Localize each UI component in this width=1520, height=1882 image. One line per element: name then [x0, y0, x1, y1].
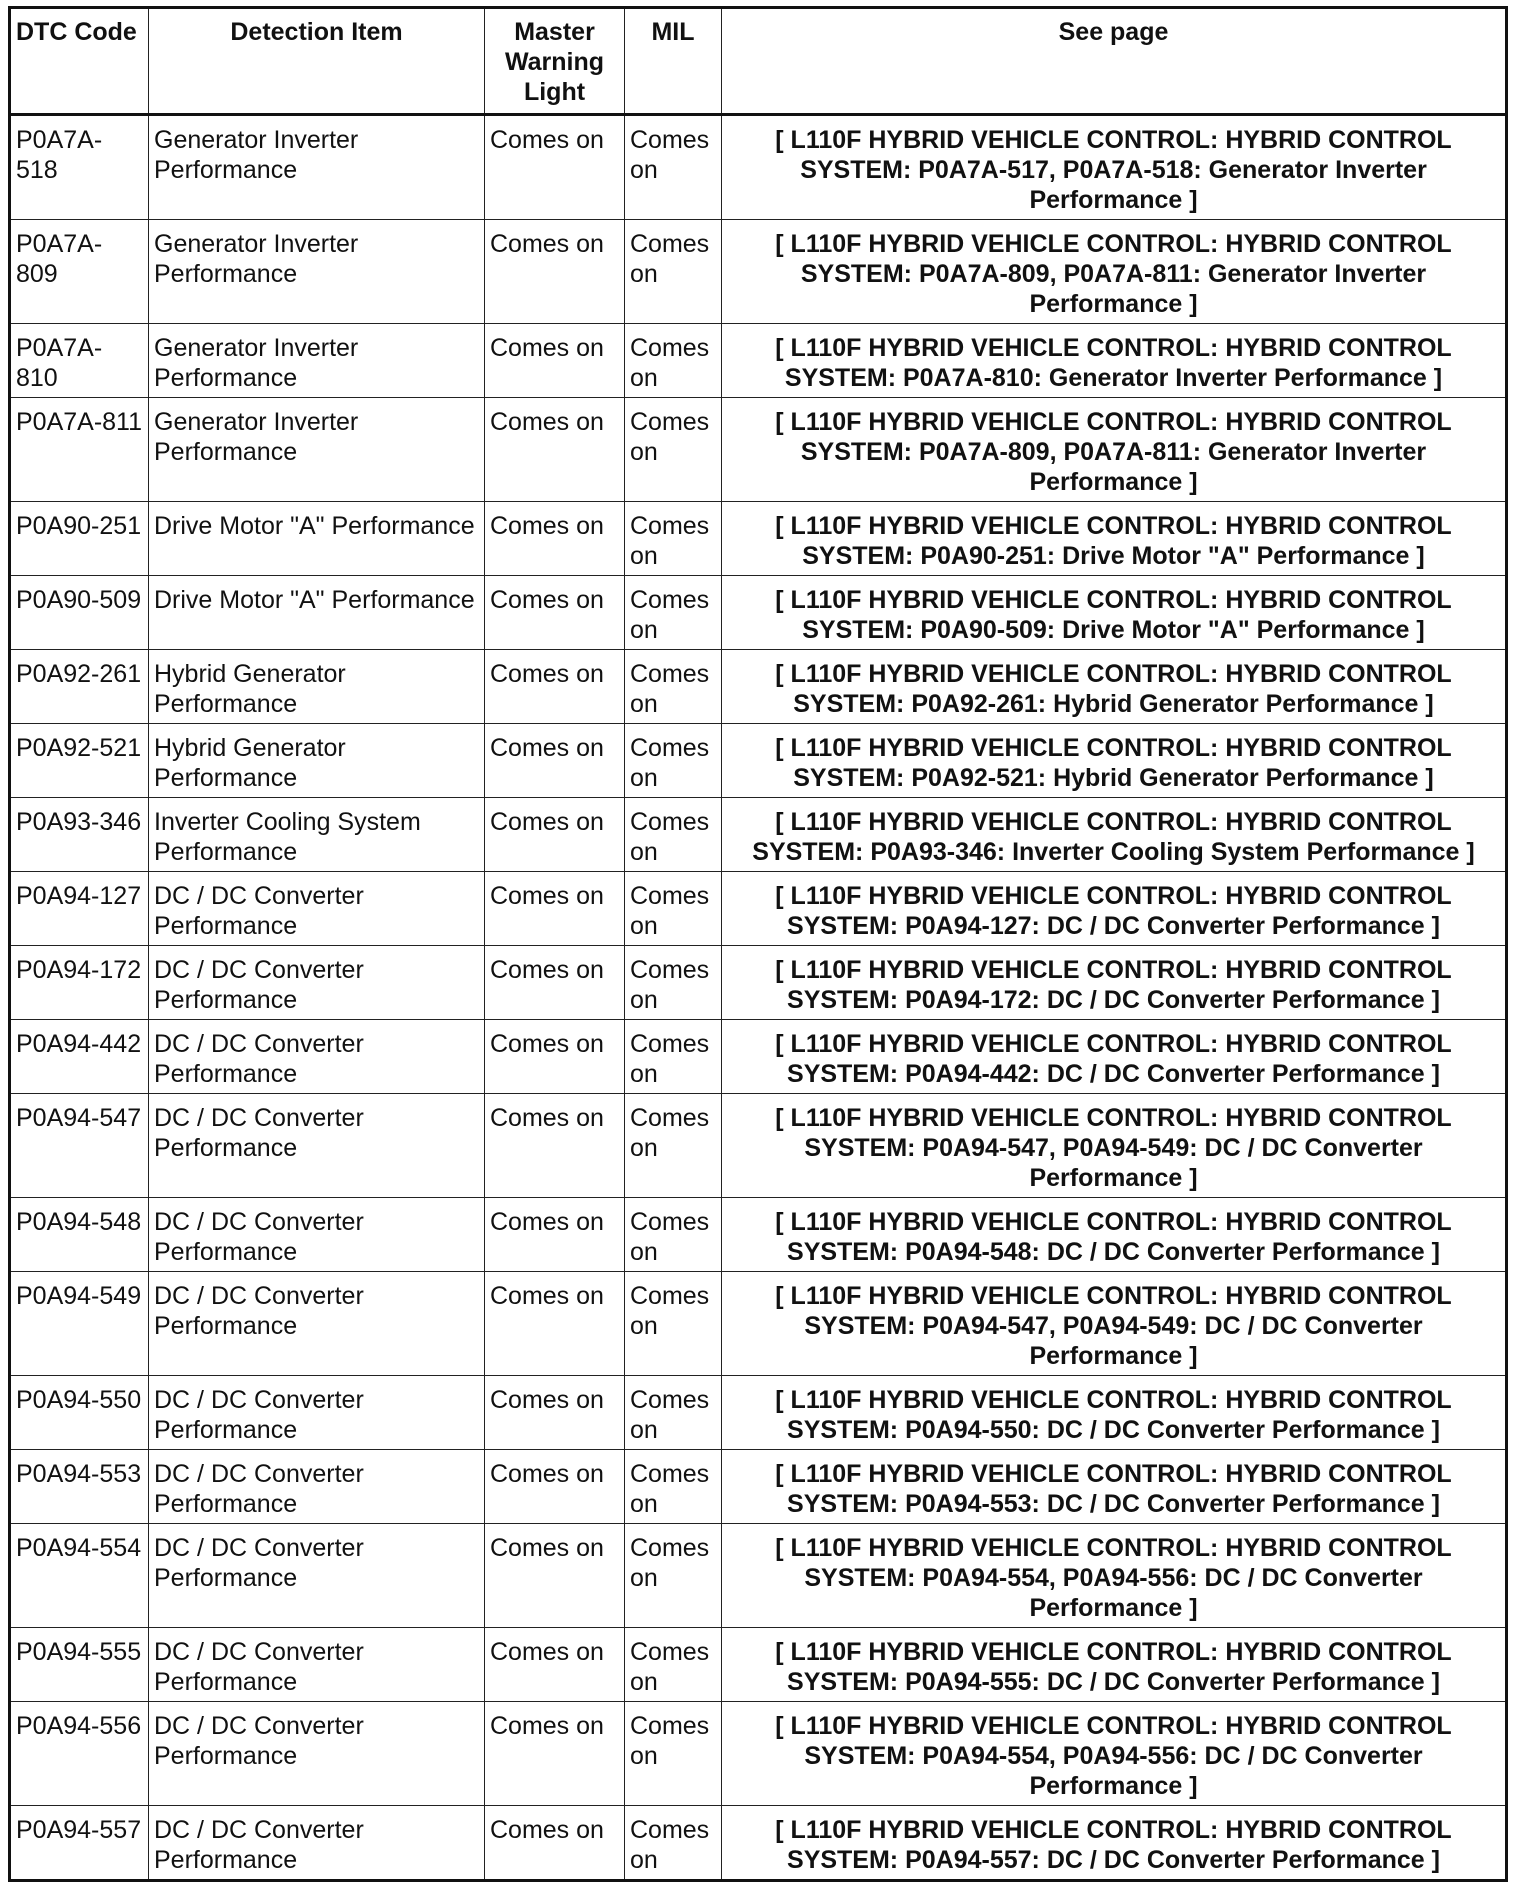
- mil-cell: Comes on: [625, 502, 722, 576]
- table-row: [10, 398, 1507, 502]
- master-warning-light-cell: Comes on: [485, 1020, 625, 1094]
- mil-cell: Comes on: [625, 1272, 722, 1376]
- master-warning-light-cell: Comes on: [485, 398, 625, 502]
- detection-item-cell: DC / DC Converter Performance: [149, 1450, 485, 1524]
- dtc-code-cell: P0A92-521: [10, 724, 149, 798]
- master-warning-light-cell: Comes on: [485, 1702, 625, 1806]
- table-row: [10, 1094, 1507, 1198]
- dtc-code-cell: P0A94-555: [10, 1628, 149, 1702]
- detection-item-cell: Hybrid Generator Performance: [149, 724, 485, 798]
- master-warning-light-cell: Comes on: [485, 946, 625, 1020]
- detection-item-cell: DC / DC Converter Performance: [149, 1702, 485, 1806]
- dtc-code-cell: P0A7A-518: [10, 115, 149, 220]
- detection-item-cell: DC / DC Converter Performance: [149, 1628, 485, 1702]
- table-row: [10, 1702, 1507, 1806]
- master-warning-light-cell: Comes on: [485, 650, 625, 724]
- master-warning-light-cell: Comes on: [485, 115, 625, 220]
- see-page-cell: [ L110F HYBRID VEHICLE CONTROL: HYBRID CONTROL SYSTEM: P0A7A-809, P0A7A-811: Generator Inverter Performance ]: [722, 220, 1507, 324]
- detection-item-cell: Generator Inverter Performance: [149, 324, 485, 398]
- detection-item-cell: DC / DC Converter Performance: [149, 946, 485, 1020]
- master-warning-light-cell: Comes on: [485, 1376, 625, 1450]
- detection-item-cell: DC / DC Converter Performance: [149, 1806, 485, 1881]
- see-page-cell: [ L110F HYBRID VEHICLE CONTROL: HYBRID CONTROL SYSTEM: P0A7A-517, P0A7A-518: Generator Inverter Performance ]: [722, 115, 1507, 220]
- header-dtc-code: DTC Code: [10, 8, 149, 115]
- table-row: [10, 220, 1507, 324]
- dtc-code-cell: P0A93-346: [10, 798, 149, 872]
- dtc-code-cell: P0A94-442: [10, 1020, 149, 1094]
- dtc-code-cell: P0A90-251: [10, 502, 149, 576]
- mil-cell: Comes on: [625, 1702, 722, 1806]
- see-page-cell: [ L110F HYBRID VEHICLE CONTROL: HYBRID CONTROL SYSTEM: P0A92-521: Hybrid Generator Performance ]: [722, 724, 1507, 798]
- dtc-code-cell: P0A94-172: [10, 946, 149, 1020]
- dtc-code-cell: P0A94-556: [10, 1702, 149, 1806]
- mil-cell: Comes on: [625, 798, 722, 872]
- table-row: [10, 502, 1507, 576]
- dtc-code-cell: P0A94-554: [10, 1524, 149, 1628]
- table-row: [10, 1198, 1507, 1272]
- table-row: [10, 872, 1507, 946]
- detection-item-cell: Hybrid Generator Performance: [149, 650, 485, 724]
- detection-item-cell: Drive Motor "A" Performance: [149, 502, 485, 576]
- table-row: [10, 324, 1507, 398]
- dtc-code-cell: P0A94-553: [10, 1450, 149, 1524]
- table-row: [10, 115, 1507, 220]
- mil-cell: Comes on: [625, 398, 722, 502]
- master-warning-light-cell: Comes on: [485, 1198, 625, 1272]
- see-page-cell: [ L110F HYBRID VEHICLE CONTROL: HYBRID CONTROL SYSTEM: P0A94-554, P0A94-556: DC / DC Converter Performance ]: [722, 1702, 1507, 1806]
- dtc-code-cell: P0A90-509: [10, 576, 149, 650]
- mil-cell: Comes on: [625, 872, 722, 946]
- mil-cell: Comes on: [625, 324, 722, 398]
- detection-item-cell: DC / DC Converter Performance: [149, 1524, 485, 1628]
- detection-item-cell: DC / DC Converter Performance: [149, 1198, 485, 1272]
- table-row: [10, 1376, 1507, 1450]
- master-warning-light-cell: Comes on: [485, 502, 625, 576]
- master-warning-light-cell: Comes on: [485, 798, 625, 872]
- table-row: [10, 1524, 1507, 1628]
- header-detection-item: Detection Item: [149, 8, 485, 115]
- dtc-table-body: [10, 115, 1507, 1881]
- see-page-cell: [ L110F HYBRID VEHICLE CONTROL: HYBRID CONTROL SYSTEM: P0A94-554, P0A94-556: DC / DC Converter Performance ]: [722, 1524, 1507, 1628]
- table-row: [10, 1020, 1507, 1094]
- see-page-cell: [ L110F HYBRID VEHICLE CONTROL: HYBRID CONTROL SYSTEM: P0A94-547, P0A94-549: DC / DC Converter Performance ]: [722, 1272, 1507, 1376]
- see-page-cell: [ L110F HYBRID VEHICLE CONTROL: HYBRID CONTROL SYSTEM: P0A94-557: DC / DC Converter Performance ]: [722, 1806, 1507, 1881]
- mil-cell: Comes on: [625, 1376, 722, 1450]
- detection-item-cell: Inverter Cooling System Performance: [149, 798, 485, 872]
- see-page-cell: [ L110F HYBRID VEHICLE CONTROL: HYBRID CONTROL SYSTEM: P0A94-172: DC / DC Converter Performance ]: [722, 946, 1507, 1020]
- see-page-cell: [ L110F HYBRID VEHICLE CONTROL: HYBRID CONTROL SYSTEM: P0A94-547, P0A94-549: DC / DC Converter Performance ]: [722, 1094, 1507, 1198]
- detection-item-cell: DC / DC Converter Performance: [149, 872, 485, 946]
- see-page-cell: [ L110F HYBRID VEHICLE CONTROL: HYBRID CONTROL SYSTEM: P0A94-550: DC / DC Converter Performance ]: [722, 1376, 1507, 1450]
- mil-cell: Comes on: [625, 1020, 722, 1094]
- detection-item-cell: Generator Inverter Performance: [149, 115, 485, 220]
- see-page-cell: [ L110F HYBRID VEHICLE CONTROL: HYBRID CONTROL SYSTEM: P0A94-553: DC / DC Converter Performance ]: [722, 1450, 1507, 1524]
- header-mil: MIL: [625, 8, 722, 115]
- dtc-code-cell: P0A94-557: [10, 1806, 149, 1881]
- master-warning-light-cell: Comes on: [485, 1094, 625, 1198]
- see-page-cell: [ L110F HYBRID VEHICLE CONTROL: HYBRID CONTROL SYSTEM: P0A94-555: DC / DC Converter Performance ]: [722, 1628, 1507, 1702]
- table-row: [10, 1628, 1507, 1702]
- table-row: [10, 798, 1507, 872]
- detection-item-cell: Drive Motor "A" Performance: [149, 576, 485, 650]
- table-row: [10, 1272, 1507, 1376]
- master-warning-light-cell: Comes on: [485, 872, 625, 946]
- detection-item-cell: DC / DC Converter Performance: [149, 1094, 485, 1198]
- header-see-page: See page: [722, 8, 1507, 115]
- see-page-cell: [ L110F HYBRID VEHICLE CONTROL: HYBRID CONTROL SYSTEM: P0A7A-810: Generator Inverter Performance ]: [722, 324, 1507, 398]
- dtc-code-cell: P0A7A-809: [10, 220, 149, 324]
- see-page-cell: [ L110F HYBRID VEHICLE CONTROL: HYBRID CONTROL SYSTEM: P0A94-127: DC / DC Converter Performance ]: [722, 872, 1507, 946]
- mil-cell: Comes on: [625, 115, 722, 220]
- mil-cell: Comes on: [625, 1198, 722, 1272]
- master-warning-light-cell: Comes on: [485, 324, 625, 398]
- mil-cell: Comes on: [625, 220, 722, 324]
- mil-cell: Comes on: [625, 1806, 722, 1881]
- master-warning-light-cell: Comes on: [485, 1524, 625, 1628]
- master-warning-light-cell: Comes on: [485, 1272, 625, 1376]
- see-page-cell: [ L110F HYBRID VEHICLE CONTROL: HYBRID CONTROL SYSTEM: P0A93-346: Inverter Cooling System Performance ]: [722, 798, 1507, 872]
- mil-cell: Comes on: [625, 1524, 722, 1628]
- detection-item-cell: DC / DC Converter Performance: [149, 1272, 485, 1376]
- table-row: [10, 1450, 1507, 1524]
- dtc-code-cell: P0A7A-810: [10, 324, 149, 398]
- dtc-code-cell: P0A94-550: [10, 1376, 149, 1450]
- see-page-cell: [ L110F HYBRID VEHICLE CONTROL: HYBRID CONTROL SYSTEM: P0A94-442: DC / DC Converter Performance ]: [722, 1020, 1507, 1094]
- see-page-cell: [ L110F HYBRID VEHICLE CONTROL: HYBRID CONTROL SYSTEM: P0A90-509: Drive Motor "A" Performance ]: [722, 576, 1507, 650]
- dtc-code-cell: P0A92-261: [10, 650, 149, 724]
- master-warning-light-cell: Comes on: [485, 220, 625, 324]
- master-warning-light-cell: Comes on: [485, 1450, 625, 1524]
- dtc-code-cell: P0A94-549: [10, 1272, 149, 1376]
- table-row: [10, 576, 1507, 650]
- mil-cell: Comes on: [625, 650, 722, 724]
- dtc-code-cell: P0A7A-811: [10, 398, 149, 502]
- detection-item-cell: DC / DC Converter Performance: [149, 1020, 485, 1094]
- see-page-cell: [ L110F HYBRID VEHICLE CONTROL: HYBRID CONTROL SYSTEM: P0A7A-809, P0A7A-811: Generator Inverter Performance ]: [722, 398, 1507, 502]
- detection-item-cell: DC / DC Converter Performance: [149, 1376, 485, 1450]
- mil-cell: Comes on: [625, 576, 722, 650]
- dtc-code-cell: P0A94-548: [10, 1198, 149, 1272]
- master-warning-light-cell: Comes on: [485, 576, 625, 650]
- see-page-cell: [ L110F HYBRID VEHICLE CONTROL: HYBRID CONTROL SYSTEM: P0A90-251: Drive Motor "A" Performance ]: [722, 502, 1507, 576]
- detection-item-cell: Generator Inverter Performance: [149, 398, 485, 502]
- dtc-table: [8, 6, 1508, 1882]
- dtc-code-cell: P0A94-547: [10, 1094, 149, 1198]
- mil-cell: Comes on: [625, 1628, 722, 1702]
- master-warning-light-cell: Comes on: [485, 1806, 625, 1881]
- table-row: [10, 946, 1507, 1020]
- table-row: [10, 650, 1507, 724]
- mil-cell: Comes on: [625, 1094, 722, 1198]
- dtc-code-cell: P0A94-127: [10, 872, 149, 946]
- table-row: [10, 724, 1507, 798]
- detection-item-cell: Generator Inverter Performance: [149, 220, 485, 324]
- mil-cell: Comes on: [625, 946, 722, 1020]
- master-warning-light-cell: Comes on: [485, 724, 625, 798]
- header-master-warning-light: Master Warning Light: [485, 8, 625, 115]
- see-page-cell: [ L110F HYBRID VEHICLE CONTROL: HYBRID CONTROL SYSTEM: P0A94-548: DC / DC Converter Performance ]: [722, 1198, 1507, 1272]
- master-warning-light-cell: Comes on: [485, 1628, 625, 1702]
- mil-cell: Comes on: [625, 1450, 722, 1524]
- table-row: [10, 1806, 1507, 1881]
- header-row: [10, 8, 1507, 115]
- mil-cell: Comes on: [625, 724, 722, 798]
- see-page-cell: [ L110F HYBRID VEHICLE CONTROL: HYBRID CONTROL SYSTEM: P0A92-261: Hybrid Generator Performance ]: [722, 650, 1507, 724]
